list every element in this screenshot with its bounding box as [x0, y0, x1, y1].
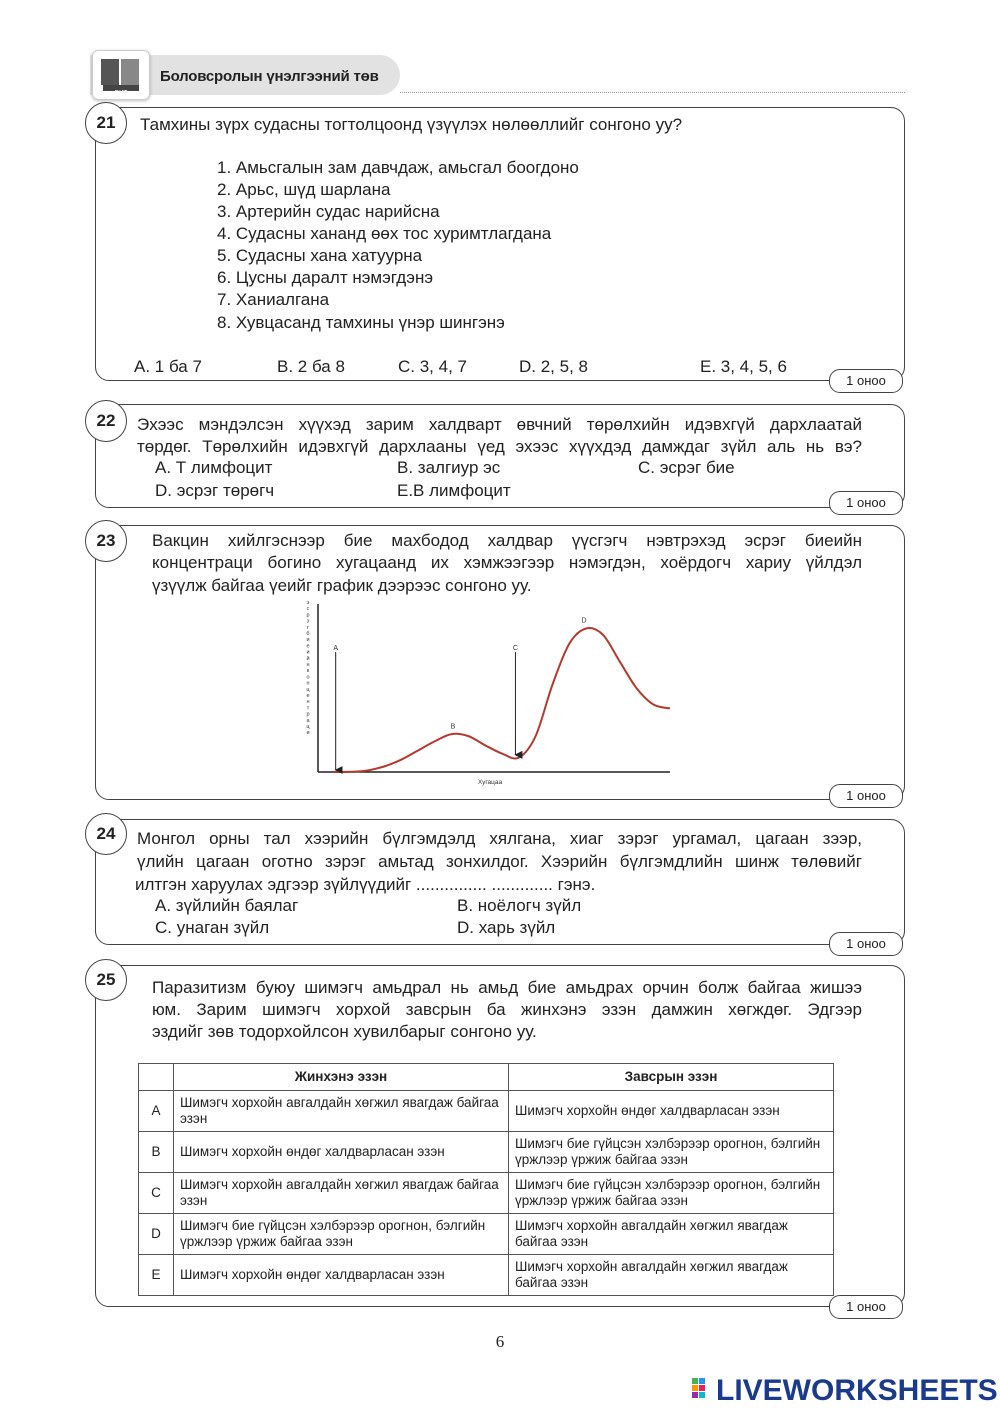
question-25-number: 25: [85, 959, 127, 1001]
chart-y-label-char: и: [306, 730, 310, 737]
q22-option-b[interactable]: B. залгиур эс: [397, 458, 501, 477]
q21-option-d[interactable]: D. 2, 5, 8: [519, 357, 588, 376]
row-intermediate-host: Шимэгч хорхойн авгалдайн хөгжил явагдаж байгаа эзэн: [509, 1214, 834, 1255]
q22-option-e[interactable]: E.В лимфоцит: [397, 481, 511, 500]
chart-x-axis-label: Хугацаа: [477, 779, 503, 786]
chart-y-label-char: н: [306, 662, 310, 668]
q22-option-c[interactable]: C. эсрэг бие: [638, 458, 735, 477]
chart-point-label-d: D: [581, 617, 587, 625]
q25-score-badge: 1 оноо: [829, 1295, 903, 1319]
chart-y-label-char: е: [306, 643, 310, 650]
q21-item: 6. Цусны даралт нэмэгдэнэ: [217, 268, 434, 287]
table-header-letter: [139, 1064, 174, 1091]
question-24-line2: үлийн цагаан оготно зэрэг амьтад зонхилдог. Хээрийн бүлгэмдлийн шинж төлөвийг: [137, 852, 862, 871]
question-22-line1: Эхээс мэндэлсэн хүүхэд зарим халдварт өвчний төрөлхийн идэвхгүй дархлаатай: [137, 415, 862, 434]
chart-y-label-char: н: [306, 699, 310, 706]
chart-y-label-char: к: [306, 668, 310, 675]
q22-option-a[interactable]: A. Т лимфоцит: [155, 458, 273, 477]
chart-y-label-char: о: [306, 674, 310, 681]
table-row[interactable]: [139, 1132, 834, 1173]
chart-y-label-char: э: [306, 618, 310, 625]
question-23-line1: Вакцин хийлгэснээр бие махбодод халдвар үүсгэгч нэвтрэхэд эсрэг биеийн: [152, 531, 862, 550]
chart-y-label-char: р: [306, 612, 310, 619]
q24-option-d[interactable]: D. харь зүйл: [457, 918, 556, 937]
table-header-definitive-host: Жинхэнэ эзэн: [174, 1064, 509, 1091]
chart-y-label-char: н: [306, 680, 310, 687]
chart-point-label-a: A: [333, 645, 339, 652]
chart-y-label-char: э: [306, 600, 310, 606]
q24-option-b[interactable]: B. ноёлогч зүйл: [457, 896, 582, 915]
host-table: [138, 1063, 834, 1296]
row-intermediate-host: Шимэгч хорхойн өндөг халдварласан эзэн: [509, 1091, 834, 1132]
row-intermediate-host: Шимэгч хорхойн авгалдайн хөгжил явагдаж байгаа эзэн: [509, 1255, 834, 1296]
q21-option-b[interactable]: B. 2 ба 8: [277, 357, 345, 376]
q21-item: 4. Судасны хананд өөх тос хуримтлагдана: [217, 224, 552, 243]
q21-option-e[interactable]: E. 3, 4, 5, 6: [700, 357, 787, 376]
q21-item: 5. Судасны хана хатуурна: [217, 246, 423, 265]
question-24-number: 24: [85, 813, 127, 855]
table-row[interactable]: [139, 1255, 834, 1296]
chart-y-label-char: а: [306, 717, 310, 724]
q22-score-badge: 1 оноо: [829, 491, 903, 515]
chart-y-label-char: е: [306, 693, 310, 699]
q21-score-badge: 1 оноо: [829, 369, 903, 393]
row-letter: B: [139, 1132, 174, 1173]
chart-series-line: [334, 628, 670, 772]
question-22-line2: төрдөг. Төрөлхийн идэвхгүй дархлааны үед эхээс хүүхдэд дамждаг зүйл аль нь вэ?: [137, 437, 862, 456]
row-letter: D: [139, 1214, 174, 1255]
row-definitive-host: Шимэгч хорхойн авгалдайн хөгжил явагдаж байгаа эзэн: [174, 1091, 509, 1132]
q22-option-d[interactable]: D. эсрэг төрөгч: [155, 481, 275, 500]
antibody-chart: [290, 596, 690, 796]
header-divider: [400, 92, 905, 93]
q21-item: 7. Ханиалгана: [217, 290, 330, 309]
chart-y-label-char: г: [306, 624, 310, 631]
table-row[interactable]: [139, 1214, 834, 1255]
header-title: Боловсролын үнэлгээний төв: [160, 68, 379, 85]
chart-y-label-char: и: [306, 649, 310, 656]
question-25-line3: эздийг зөв тодорхойлсон хувилбарыг сонгоно уу.: [152, 1022, 537, 1041]
row-definitive-host: Шимэгч хорхойн өндөг халдварласан эзэн: [174, 1132, 509, 1173]
question-24-line1: Монгол орны тал хээрийн бүлгэмдэлд хялгана, хиаг зэрэг ургамал, цагаан зээр,: [137, 829, 862, 848]
q21-item: 1. Амьсгалын зам давчдаж, амьсгал боогдоно: [217, 158, 579, 177]
chart-y-label-char: й: [306, 655, 310, 662]
question-21-number: 21: [85, 102, 127, 144]
q21-option-c[interactable]: C. 3, 4, 7: [398, 357, 467, 376]
q21-item: 3. Артерийн судас нарийсна: [217, 202, 440, 221]
row-definitive-host: Шимэгч бие гүйцсэн хэлбэрээр орогнон, бэлгийн үржлээр үржиж байгаа эзэн: [174, 1214, 509, 1255]
chart-y-label-char: р: [306, 711, 310, 718]
question-21-text: Тамхины зүрх судасны тогтолцоонд үзүүлэх нөлөөллийг сонгоно уу?: [140, 115, 683, 134]
book-logo-icon: [92, 50, 150, 100]
q24-option-c[interactable]: C. унаган зүйл: [155, 918, 270, 937]
question-21-box: [95, 107, 905, 381]
q24-score-badge: 1 оноо: [829, 932, 903, 956]
q21-option-a[interactable]: A. 1 ба 7: [134, 357, 202, 376]
question-24-line3: илтгэн харуулах эдгээр зүйлүүдийг ............... ............. гэнэ.: [135, 875, 596, 894]
table-header-intermediate-host: Завсрын эзэн: [509, 1064, 834, 1091]
row-definitive-host: Шимэгч хорхойн авгалдайн хөгжил явагдаж байгаа эзэн: [174, 1173, 509, 1214]
question-23-number: 23: [85, 520, 127, 562]
question-23-line3: үзүүлж байгаа үеийг график дээрээс сонгоно уу.: [152, 576, 532, 595]
q24-option-a[interactable]: A. зүйлийн баялаг: [155, 896, 299, 915]
question-25-line1: Паразитизм буюу шимэгч амьдрал нь амьд бие амьдрах орчин болж байгаа жишээ: [152, 978, 862, 997]
row-letter: E: [139, 1255, 174, 1296]
question-22-number: 22: [85, 400, 127, 442]
table-row[interactable]: [139, 1173, 834, 1214]
logo-text: БҮТ: [114, 90, 128, 97]
chart-y-label-char: ц: [306, 724, 310, 730]
row-letter: C: [139, 1173, 174, 1214]
question-25-line2: юм. Зарим шимэгч хорхой завсрын ба жинхэнэ эзэн дамжин хөгждөг. Эдгээр: [152, 1000, 862, 1019]
chart-y-label-char: с: [306, 606, 310, 613]
chart-point-label-b: B: [450, 723, 456, 731]
row-intermediate-host: Шимэгч бие гүйцсэн хэлбэрээр орогнон, бэлгийн үржлээр үржиж байгаа эзэн: [509, 1132, 834, 1173]
chart-y-label-char: б: [306, 631, 310, 637]
page-number: 6: [495, 1332, 505, 1351]
watermark: LIVEWORKSHEETS: [716, 1374, 998, 1407]
row-definitive-host: Шимэгч хорхойн өндөг халдварласан эзэн: [174, 1255, 509, 1296]
q21-item: 2. Арьс, шүд шарлана: [217, 180, 391, 199]
question-23-line2: концентраци богино хугацаанд их хэмжээгээр нэмэгдэн, хоёрдогч хариу үйлдэл: [152, 553, 862, 572]
liveworksheets-logo-icon: [692, 1378, 714, 1404]
chart-y-label-char: т: [306, 705, 310, 712]
q23-score-badge: 1 оноо: [829, 784, 903, 808]
chart-y-label-char: и: [306, 637, 310, 644]
table-row[interactable]: [139, 1091, 834, 1132]
chart-y-axis-label: [306, 600, 310, 736]
row-intermediate-host: Шимэгч бие гүйцсэн хэлбэрээр орогнон, бэлгийн үржлээр үржиж байгаа эзэн: [509, 1173, 834, 1214]
chart-point-label-c: C: [512, 645, 518, 652]
chart-y-label-char: ц: [306, 686, 310, 693]
row-letter: A: [139, 1091, 174, 1132]
q21-item: 8. Хувцасанд тамхины үнэр шингэнэ: [217, 313, 505, 332]
